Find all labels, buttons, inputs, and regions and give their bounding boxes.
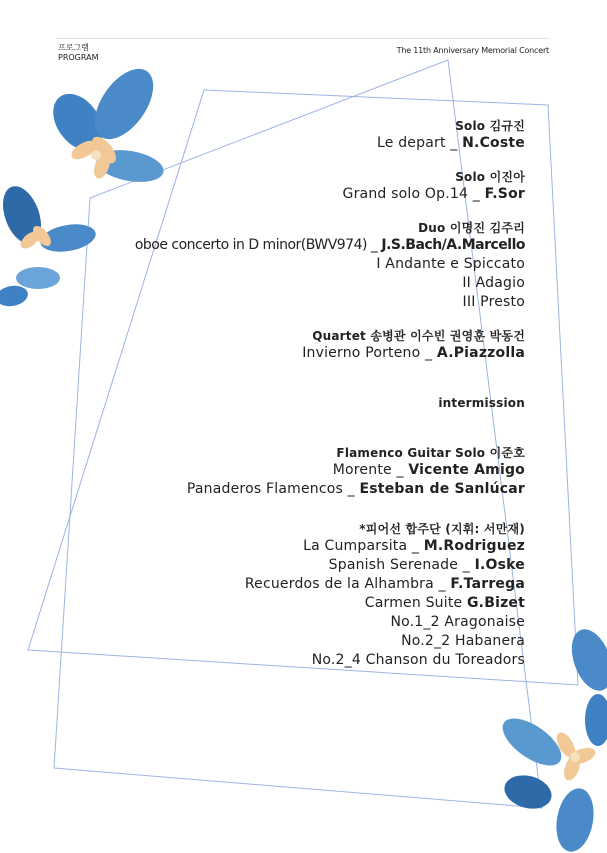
performer-heading: Flamenco Guitar Solo 이준호 <box>336 446 525 460</box>
work-title: La Cumparsita _ <box>303 538 424 554</box>
composer: Esteban de Sanlúcar <box>359 481 525 497</box>
performer-heading: Solo 이진아 <box>455 170 525 184</box>
program-label-kr: 프로그램 <box>58 43 89 52</box>
work-line <box>65 594 525 613</box>
composer: A.Piazzolla <box>436 345 525 361</box>
composer: N.Coste <box>462 135 525 151</box>
movement-line: No.2_4 Chanson du Toreadors <box>311 652 525 668</box>
work-title: Le depart _ <box>377 135 463 151</box>
composer: M.Rodriguez <box>423 538 525 554</box>
program-list <box>65 118 525 670</box>
work-title: Carmen Suite <box>364 595 467 611</box>
composer: Vicente Amigo <box>408 462 525 478</box>
work-title: Invierno Porteno _ <box>302 345 437 361</box>
composer: F.Sor <box>484 186 525 202</box>
composer: G.Bizet <box>466 595 525 611</box>
work-line <box>65 461 525 480</box>
performer-heading: Duo 이명진 김주리 <box>418 221 525 235</box>
work-line <box>65 236 525 255</box>
performer-heading: Quartet 송병관 이수빈 권영훈 박동건 <box>312 329 525 343</box>
movement-line: II Adagio <box>462 275 525 291</box>
composer: I.Oske <box>474 557 525 573</box>
work-line <box>65 537 525 556</box>
movement-line: No.1_2 Aragonaise <box>390 614 525 630</box>
work-line <box>65 480 525 499</box>
performer-heading: *피어선 합주단 (지휘: 서만재) <box>359 522 525 536</box>
work-title: Panaderos Flamencos _ <box>186 481 360 497</box>
movement-line: III Presto <box>462 294 525 310</box>
work-title: Spanish Serenade _ <box>328 557 475 573</box>
program-label-en: PROGRAM <box>58 53 99 62</box>
work-line <box>65 556 525 575</box>
work-title: Recuerdos de la Alhambra _ <box>244 576 451 592</box>
work-line <box>65 344 525 363</box>
intermission-label: intermission <box>438 396 525 410</box>
composer: F.Tarrega <box>450 576 525 592</box>
composer: J.S.Bach/A.Marcello <box>381 237 525 253</box>
work-title: oboe concerto in D minor(BWV974) _ <box>134 237 382 253</box>
concert-title: The 11th Anniversary Memorial Concert <box>396 46 549 55</box>
movement-line: I Andante e Spiccato <box>376 256 525 272</box>
work-line <box>65 185 525 204</box>
work-title: Grand solo Op.14 _ <box>342 186 485 202</box>
work-line <box>65 575 525 594</box>
performer-heading: Solo 김규진 <box>455 119 525 133</box>
work-line <box>65 134 525 153</box>
work-title: Morente _ <box>332 462 409 478</box>
movement-line: No.2_2 Habanera <box>401 633 525 649</box>
